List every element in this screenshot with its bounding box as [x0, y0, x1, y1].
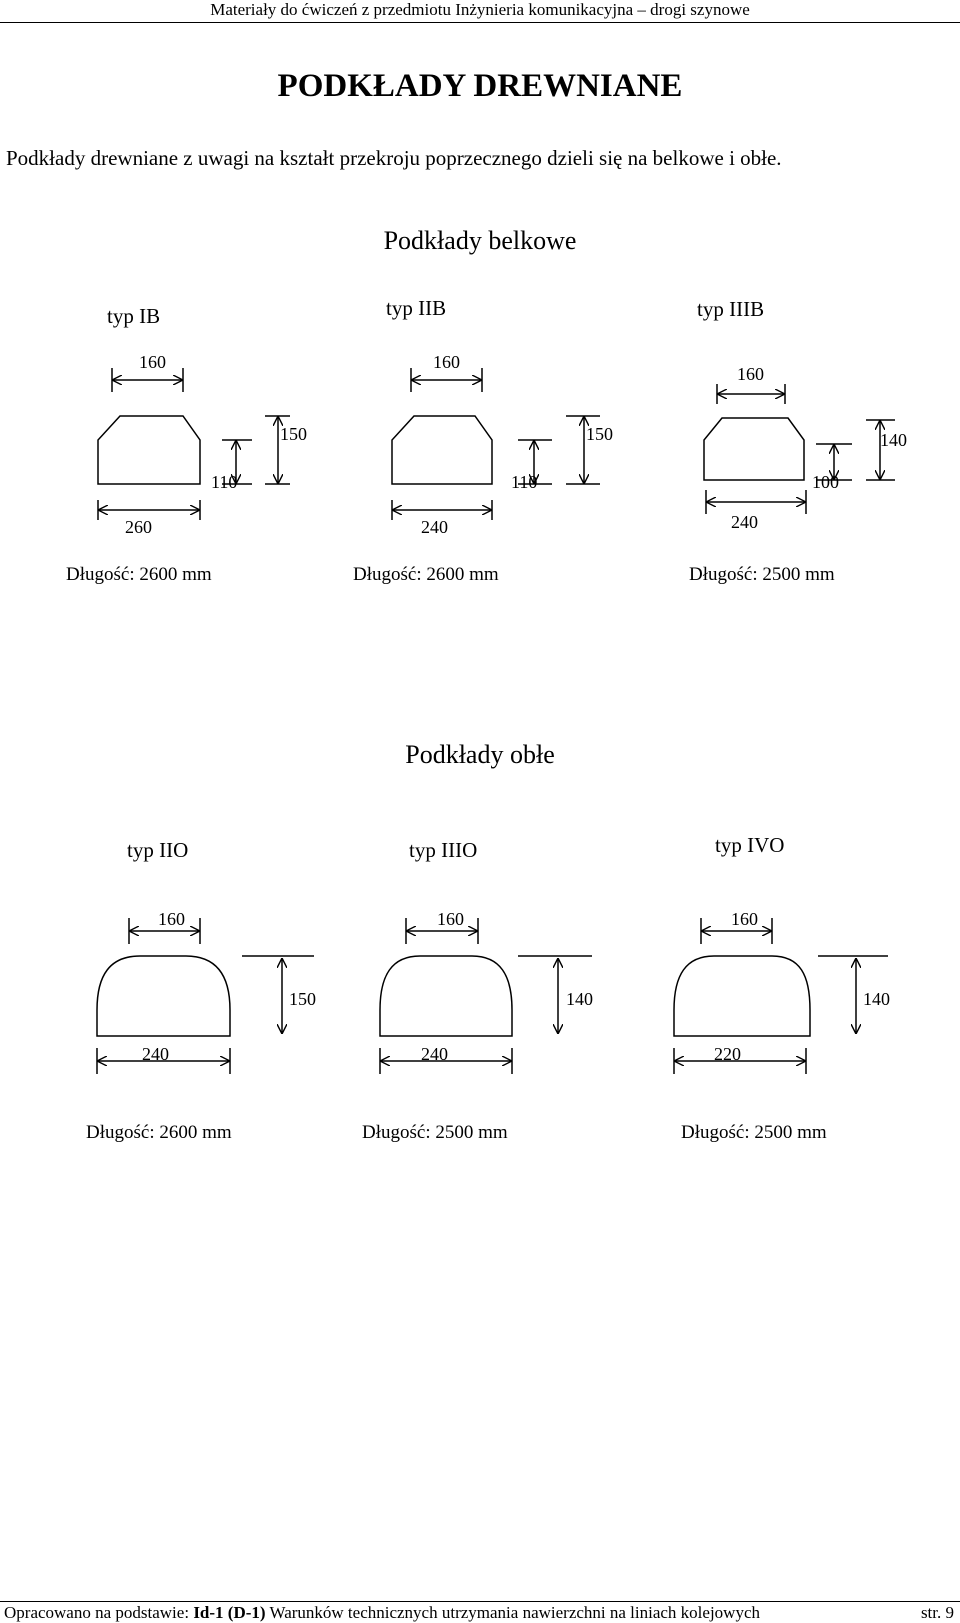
- round-section-heading: Podkłady obłe: [405, 740, 555, 769]
- footer-doc-title: Warunków technicznych utrzymania nawierzchni na liniach kolejowych: [265, 1603, 760, 1622]
- beam-ib-total-height: 150: [280, 424, 307, 444]
- round-type-label-iiio: typ IIIO: [409, 838, 478, 862]
- beam-iib-total-height: 150: [586, 424, 613, 444]
- beam-iiib-total-height: 140: [880, 430, 907, 450]
- round-iio-top-width: 160: [158, 909, 185, 929]
- beam-iiib-cross-section: [704, 384, 895, 514]
- round-type-label-ivo: typ IVO: [715, 833, 785, 857]
- round-iio-total-height: 150: [289, 989, 316, 1009]
- round-type-label-iio: typ IIO: [127, 838, 189, 862]
- round-iiio-length: Długość: 2500 mm: [362, 1122, 508, 1143]
- beam-iiib-top-height: 100: [812, 472, 839, 492]
- round-ivo-top-width: 160: [731, 909, 758, 929]
- round-ivo-length: Długość: 2500 mm: [681, 1122, 827, 1143]
- beam-ib-top-width: 160: [139, 352, 166, 372]
- beam-iib-base-width: 240: [421, 517, 448, 537]
- round-iio-base-width: 240: [142, 1044, 169, 1064]
- footer-source: [4, 1602, 760, 1623]
- beam-type-label-iiib: typ IIIB: [697, 297, 765, 321]
- beam-ib-length: Długość: 2600 mm: [66, 564, 212, 585]
- header-text: Materiały do ćwiczeń z przedmiotu Inżynieria komunikacyjna – drogi szynowe: [210, 0, 750, 19]
- beam-iiib-top-width: 160: [737, 364, 764, 384]
- beam-iib-top-height: 110: [511, 472, 538, 492]
- round-iio-cross-section: [97, 918, 314, 1074]
- round-iiio-cross-section: [380, 918, 592, 1074]
- beam-ib-cross-section: [98, 368, 290, 520]
- round-ivo-cross-section: [674, 918, 888, 1074]
- beam-type-label-ib: typ IB: [107, 304, 161, 328]
- beam-ib-base-width: 260: [125, 517, 152, 537]
- beam-type-label-iib: typ IIB: [386, 296, 447, 320]
- beam-iib-cross-section: [392, 368, 600, 520]
- page-footer: [0, 1601, 960, 1623]
- intro-paragraph: Podkłady drewniane z uwagi na kształt przekroju poprzecznego dzieli się na belkowe i obłe.: [6, 146, 782, 170]
- round-iiio-total-height: 140: [566, 989, 593, 1009]
- beam-iiib-length: Długość: 2500 mm: [689, 564, 835, 585]
- footer-doc-id: Id-1 (D-1): [193, 1603, 266, 1622]
- page-title: PODKŁADY DREWNIANE: [277, 68, 683, 104]
- footer-page-number: str. 9: [920, 1603, 954, 1622]
- round-iiio-top-width: 160: [437, 909, 464, 929]
- beam-iib-length: Długość: 2600 mm: [353, 564, 499, 585]
- beam-iib-top-width: 160: [433, 352, 460, 372]
- round-ivo-base-width: 220: [714, 1044, 741, 1064]
- round-iiio-base-width: 240: [421, 1044, 448, 1064]
- beam-ib-top-height: 110: [211, 472, 238, 492]
- round-ivo-total-height: 140: [863, 989, 890, 1009]
- footer-prefix: Opracowano na podstawie:: [4, 1603, 194, 1622]
- round-iio-length: Długość: 2600 mm: [86, 1122, 232, 1143]
- beam-iiib-base-width: 240: [731, 512, 758, 532]
- beam-section-heading: Podkłady belkowe: [383, 226, 577, 255]
